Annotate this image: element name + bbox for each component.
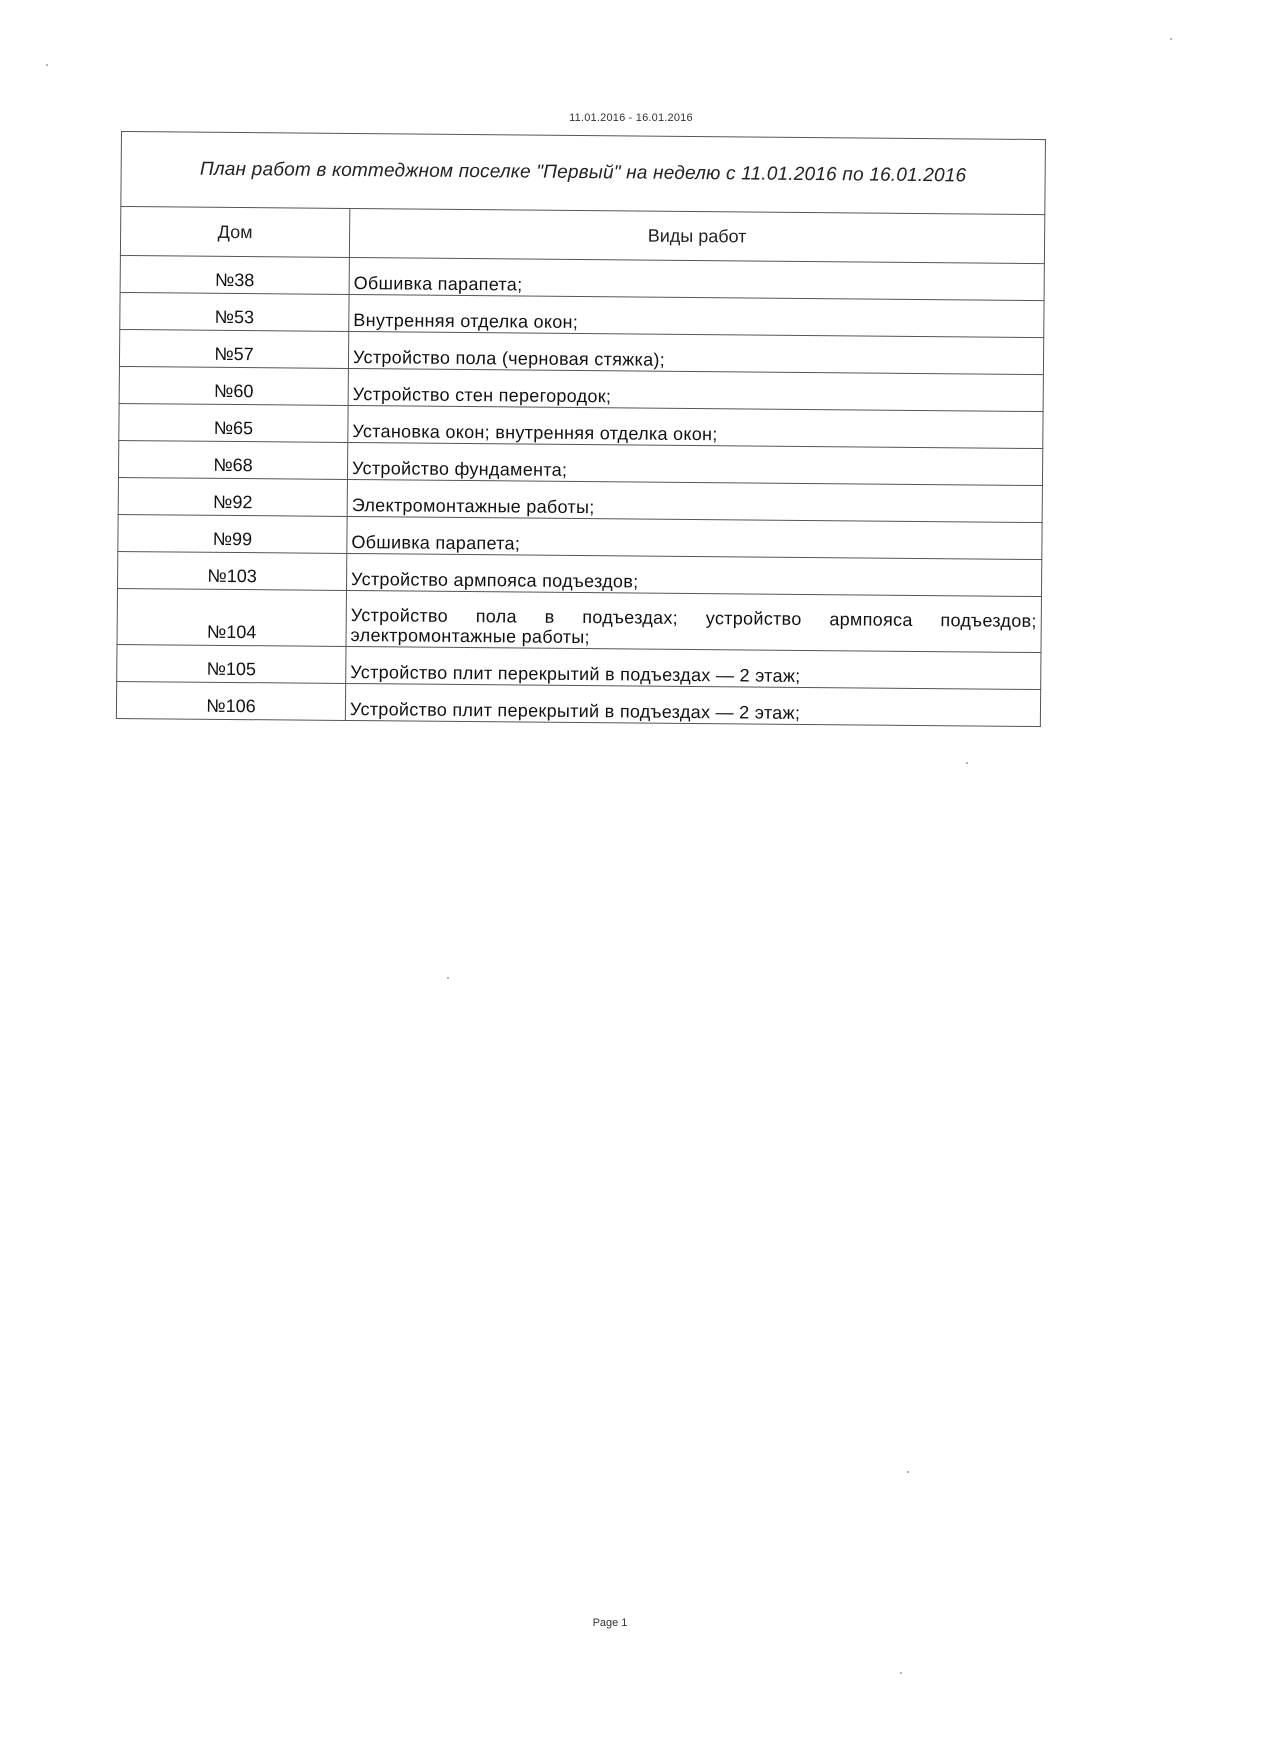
table-title: План работ в коттеджном поселке "Первый" на неделю с 11.01.2016 по 16.01.2016 — [121, 132, 1046, 215]
works-cell: Устройство армпояса подъездов; — [346, 553, 1041, 596]
scan-speck — [1170, 38, 1172, 40]
works-cell: Электромонтажные работы; — [347, 479, 1042, 522]
scan-speck — [907, 1471, 909, 1473]
house-number-cell: №57 — [119, 329, 348, 368]
table-row — [117, 588, 1041, 652]
house-number-cell: №53 — [120, 292, 349, 331]
works-cell: Установка окон; внутренняя отделка окон; — [348, 405, 1043, 448]
house-number-cell: №105 — [117, 644, 346, 683]
column-header-house: Дом — [120, 207, 349, 258]
house-number-cell: №92 — [118, 477, 347, 516]
house-number-cell: №38 — [120, 255, 349, 294]
works-cell: Обшивка парапета; — [349, 257, 1044, 300]
house-number-cell: №65 — [119, 403, 348, 442]
house-number-cell: №104 — [117, 588, 346, 646]
house-number-cell: №68 — [118, 440, 347, 479]
scan-speck — [46, 64, 48, 66]
column-header-works: Виды работ — [349, 208, 1044, 263]
work-plan-sheet — [116, 131, 1046, 727]
scan-speck — [900, 1672, 902, 1674]
table-row — [116, 681, 1040, 726]
works-cell: Устройство стен перегородок; — [348, 368, 1043, 411]
works-cell: Устройство пола (черновая стяжка); — [348, 331, 1043, 374]
works-cell: Обшивка парапета; — [347, 516, 1042, 559]
scan-speck — [447, 977, 449, 979]
scan-speck — [966, 762, 968, 764]
page-number: Page 1 — [592, 1617, 628, 1629]
header-row — [120, 207, 1044, 264]
house-number-cell: №103 — [118, 551, 347, 590]
works-cell: Устройство пола в подъездах; устройство армпояса подъездов; электромонтажные работы; — [346, 590, 1041, 652]
house-number-cell: №99 — [118, 514, 347, 553]
page-header-date-range: 11.01.2016 - 16.01.2016 — [569, 112, 693, 124]
works-cell: Устройство плит перекрытий в подъездах — 2 этаж; — [345, 683, 1040, 726]
works-cell: Устройство фундамента; — [347, 442, 1042, 485]
house-number-cell: №60 — [119, 366, 348, 405]
works-cell: Устройство плит перекрытий в подъездах — 2 этаж; — [346, 646, 1041, 689]
works-cell: Внутренняя отделка окон; — [349, 294, 1044, 337]
work-plan-table — [116, 131, 1046, 727]
title-row — [121, 132, 1046, 215]
house-number-cell: №106 — [116, 681, 345, 720]
